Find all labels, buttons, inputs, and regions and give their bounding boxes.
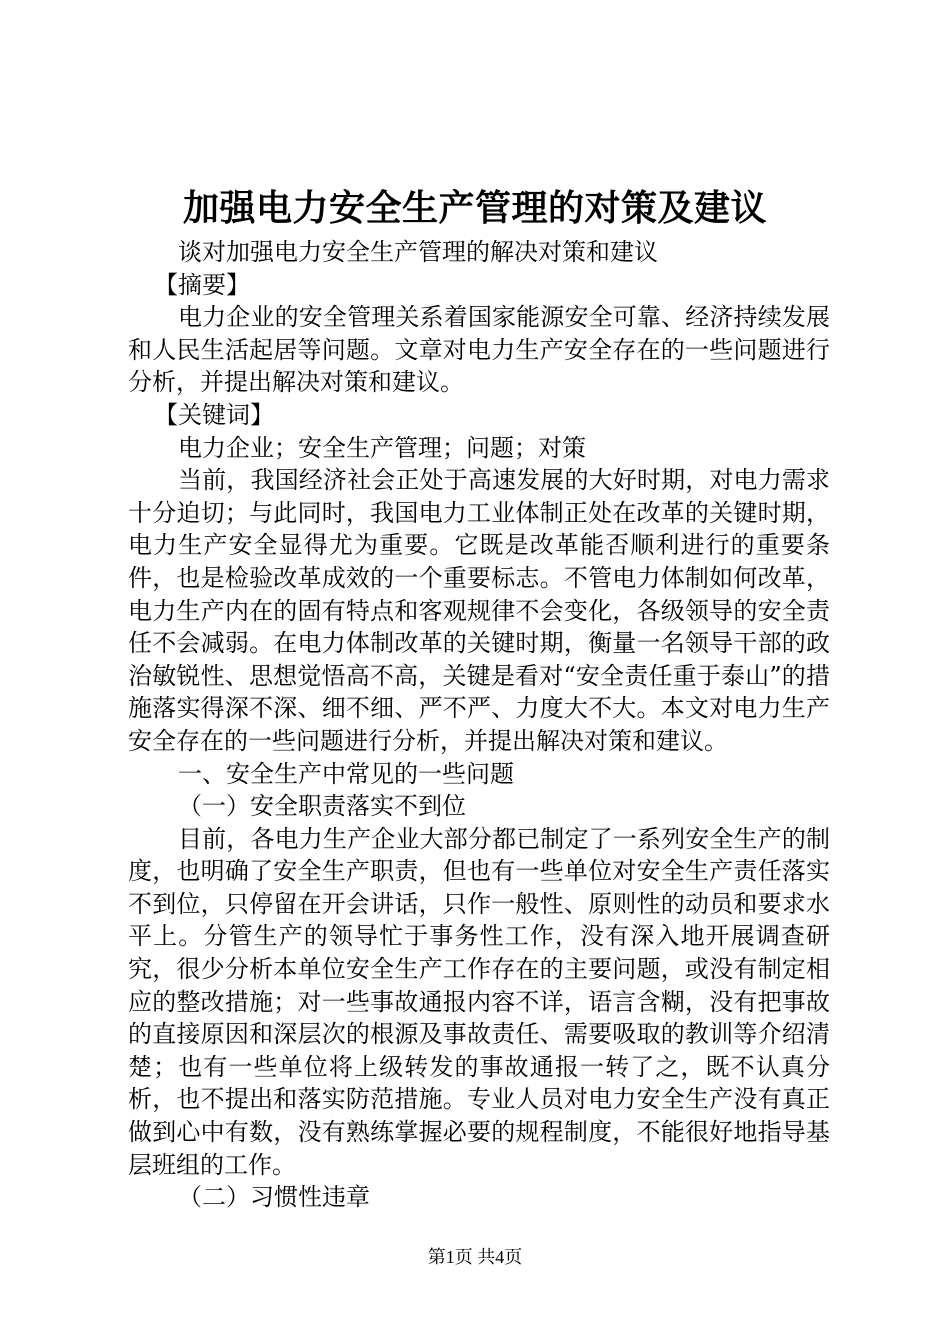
abstract-label: 【摘要】 [154, 270, 250, 299]
document-body [128, 236, 830, 1214]
document-title: 加强电力安全生产管理的对策及建议 [182, 187, 767, 229]
keywords-text: 电力企业；安全生产管理；问题；对策 [178, 433, 586, 462]
subsection-heading-1: （一）安全职责落实不到位 [178, 792, 466, 821]
subsection-paragraph-1: 目前，各电力生产企业大部分都已制定了一系列安全生产的制度，也明确了安全生产职责，但也有一些单位对安全生产责任落实不到位，只停留在开会讲话，只作一般性、原则性的动员和要求水平上。分管生产的领导忙于事务性工作，没有深入地开展调查研究，很少分析本单位安全生产工作存在的主要问题，或没有制定相应的整改措施；对一些事故通报内容不详，语言含糊，没有把事故的直接原因和深层次的根源及事故责任、需要吸取的教训等介绍清楚；也有一些单位将上级转发的事故通报一转了之，既不认真分析，也不提出和落实防范措施。专业人员对电力安全生产没有真正做到心中有数，没有熟练掌握必要的规程制度，不能很好地指导基层班组的工作。 [128, 824, 830, 1179]
subsection-heading-2: （二）习惯性违章 [178, 1183, 370, 1212]
section-heading-1: 一、安全生产中常见的一些问题 [178, 759, 514, 788]
abstract-text: 电力企业的安全管理关系着国家能源安全可靠、经济持续发展和人民生活起居等问题。文章对电力生产安全存在的一些问题进行分析，并提出解决对策和建议。 [128, 303, 830, 397]
intro-paragraph: 当前，我国经济社会正处于高速发展的大好时期，对电力需求十分迫切；与此同时，我国电力工业体制正处在改革的关键时期，电力生产安全显得尤为重要。它既是改革能否顺利进行的重要条件，也是检验改革成效的一个重要标志。不管电力体制如何改革，电力生产内在的固有特点和客观规律不会变化，各级领导的安全责任不会减弱。在电力体制改革的关键时期，衡量一名领导干部的政治敏锐性、思想觉悟高不高，关键是看对“安全责任重于泰山”的措施落实得深不深、细不细、严不严、力度大不大。本文对电力生产安全存在的一些问题进行分析，并提出解决对策和建议。 [128, 466, 830, 755]
document-subtitle: 谈对加强电力安全生产管理的解决对策和建议 [178, 238, 658, 266]
keywords-label: 【关键词】 [154, 400, 274, 429]
page-footer: 第1页 共4页 [427, 1247, 523, 1267]
